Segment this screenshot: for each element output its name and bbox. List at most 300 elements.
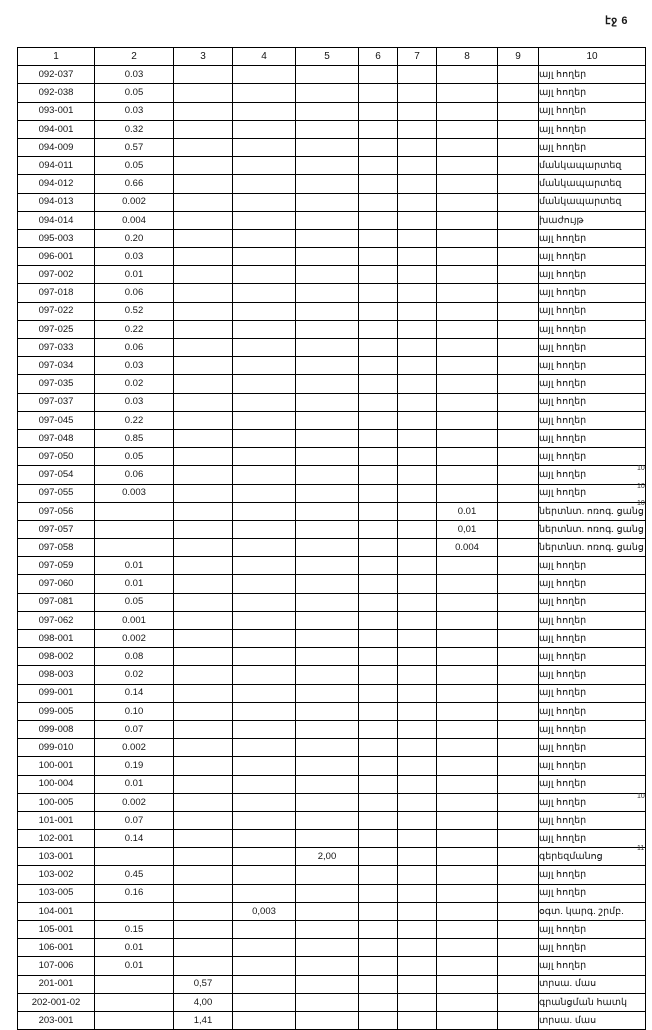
table-row <box>18 993 646 1011</box>
cell-col7 <box>398 902 437 920</box>
margin-note: 10 <box>637 793 645 800</box>
cell-col2: 0.03 <box>95 102 174 120</box>
cell-col6 <box>359 339 398 357</box>
cell-col7 <box>398 411 437 429</box>
cell-col9 <box>498 66 539 84</box>
cell-col6 <box>359 557 398 575</box>
cell-col9 <box>498 193 539 211</box>
cell-col2: 0.01 <box>95 957 174 975</box>
cell-col9 <box>498 284 539 302</box>
cell-col2: 0.52 <box>95 302 174 320</box>
cell-col7 <box>398 193 437 211</box>
table-row <box>18 975 646 993</box>
cell-code: 107-006 <box>18 957 95 975</box>
cell-col6 <box>359 539 398 557</box>
cell-col3 <box>174 229 233 247</box>
cell-col9 <box>498 921 539 939</box>
cell-code: 092-037 <box>18 66 95 84</box>
cell-col8 <box>437 902 498 920</box>
cell-col8 <box>437 175 498 193</box>
cell-col3 <box>174 739 233 757</box>
cell-col7 <box>398 502 437 520</box>
cell-col7 <box>398 884 437 902</box>
cell-col2: 0.08 <box>95 648 174 666</box>
cell-col8 <box>437 248 498 266</box>
cell-col3 <box>174 684 233 702</box>
cell-description: այլ հողեր <box>539 229 646 247</box>
cell-col6 <box>359 175 398 193</box>
cell-col4 <box>233 684 296 702</box>
cell-col6 <box>359 211 398 229</box>
cell-col2: 0.01 <box>95 939 174 957</box>
cell-col5 <box>296 811 359 829</box>
cell-code: 100-001 <box>18 757 95 775</box>
cell-col2: 0.002 <box>95 793 174 811</box>
cell-col2: 0.06 <box>95 339 174 357</box>
cell-col9 <box>498 393 539 411</box>
cell-description: գրանցման հատկ <box>539 993 646 1011</box>
cell-col7 <box>398 648 437 666</box>
cell-col4: 0,003 <box>233 902 296 920</box>
cell-col4 <box>233 757 296 775</box>
cell-description: ներտնտ. ոռոգ. ցանց <box>539 539 646 557</box>
cell-col5 <box>296 175 359 193</box>
cell-col8 <box>437 884 498 902</box>
table-row <box>18 66 646 84</box>
cell-col2: 0.05 <box>95 84 174 102</box>
cell-col9 <box>498 793 539 811</box>
cell-col3 <box>174 302 233 320</box>
land-parcel-table <box>17 47 646 1030</box>
table-row <box>18 720 646 738</box>
cell-code: 098-003 <box>18 666 95 684</box>
cell-description: մանկապարտեզ <box>539 193 646 211</box>
cell-col5 <box>296 502 359 520</box>
table-row <box>18 393 646 411</box>
cell-code: 097-081 <box>18 593 95 611</box>
cell-col8: 0.004 <box>437 539 498 557</box>
cell-col2 <box>95 975 174 993</box>
cell-col7 <box>398 157 437 175</box>
cell-code: 101-001 <box>18 811 95 829</box>
cell-col3 <box>174 393 233 411</box>
cell-col5 <box>296 539 359 557</box>
cell-col4 <box>233 448 296 466</box>
cell-description: այլ հողեր <box>539 102 646 120</box>
cell-description: տրսա. մաս <box>539 1011 646 1029</box>
cell-col3 <box>174 720 233 738</box>
cell-col2: 0.01 <box>95 557 174 575</box>
cell-col5 <box>296 775 359 793</box>
cell-col2: 0.03 <box>95 66 174 84</box>
cell-code: 097-060 <box>18 575 95 593</box>
table-row <box>18 448 646 466</box>
cell-col2: 0.004 <box>95 211 174 229</box>
cell-col3 <box>174 884 233 902</box>
cell-col8 <box>437 339 498 357</box>
cell-col9 <box>498 702 539 720</box>
cell-description: այլ հողեր <box>539 357 646 375</box>
cell-col6 <box>359 702 398 720</box>
cell-col3 <box>174 266 233 284</box>
cell-col7 <box>398 484 437 502</box>
cell-col3 <box>174 557 233 575</box>
cell-col7 <box>398 739 437 757</box>
cell-col4 <box>233 921 296 939</box>
cell-col3 <box>174 757 233 775</box>
cell-col6 <box>359 720 398 738</box>
cell-col8 <box>437 684 498 702</box>
cell-col4 <box>233 975 296 993</box>
cell-col7 <box>398 138 437 156</box>
cell-code: 092-038 <box>18 84 95 102</box>
cell-col3 <box>174 793 233 811</box>
cell-description: այլ հողեր <box>539 339 646 357</box>
margin-note: 10 <box>637 483 645 490</box>
cell-description: այլ հողեր <box>539 484 646 502</box>
cell-description: մանկապարտեզ <box>539 175 646 193</box>
cell-col8 <box>437 775 498 793</box>
cell-description: այլ հողեր <box>539 611 646 629</box>
cell-col7 <box>398 830 437 848</box>
cell-code: 094-001 <box>18 120 95 138</box>
cell-description: այլ հողեր <box>539 138 646 156</box>
cell-description: այլ հողեր <box>539 884 646 902</box>
cell-col4 <box>233 720 296 738</box>
cell-col9 <box>498 339 539 357</box>
cell-col9 <box>498 320 539 338</box>
cell-col7 <box>398 1011 437 1029</box>
cell-col7 <box>398 957 437 975</box>
cell-col3 <box>174 575 233 593</box>
cell-col4 <box>233 211 296 229</box>
cell-col2: 0.06 <box>95 466 174 484</box>
cell-col6 <box>359 775 398 793</box>
cell-col3 <box>174 702 233 720</box>
column-header-5: 5 <box>296 48 359 66</box>
cell-col3 <box>174 630 233 648</box>
cell-col5 <box>296 138 359 156</box>
column-header-6: 6 <box>359 48 398 66</box>
cell-col5 <box>296 102 359 120</box>
cell-col2 <box>95 993 174 1011</box>
cell-col5 <box>296 193 359 211</box>
cell-col2: 0.22 <box>95 411 174 429</box>
cell-code: 098-002 <box>18 648 95 666</box>
cell-code: 100-005 <box>18 793 95 811</box>
cell-col7 <box>398 720 437 738</box>
cell-col7 <box>398 120 437 138</box>
cell-col4 <box>233 339 296 357</box>
cell-col8 <box>437 939 498 957</box>
land-parcel-table-container <box>17 47 644 1030</box>
cell-col9 <box>498 993 539 1011</box>
cell-col6 <box>359 866 398 884</box>
cell-col3 <box>174 666 233 684</box>
cell-col4 <box>233 866 296 884</box>
cell-code: 094-014 <box>18 211 95 229</box>
cell-col8 <box>437 848 498 866</box>
cell-col5 <box>296 157 359 175</box>
cell-col3 <box>174 357 233 375</box>
cell-description: այլ հողեր <box>539 921 646 939</box>
cell-col3 <box>174 866 233 884</box>
cell-col2 <box>95 848 174 866</box>
cell-col3 <box>174 520 233 538</box>
cell-description: այլ հողեր <box>539 684 646 702</box>
cell-description: այլ հողեր <box>539 66 646 84</box>
cell-col5 <box>296 1011 359 1029</box>
cell-col4 <box>233 120 296 138</box>
table-row <box>18 648 646 666</box>
cell-col8 <box>437 229 498 247</box>
table-row <box>18 248 646 266</box>
cell-col6 <box>359 939 398 957</box>
table-row <box>18 739 646 757</box>
table-row <box>18 211 646 229</box>
cell-col8 <box>437 484 498 502</box>
cell-code: 095-003 <box>18 229 95 247</box>
cell-description: այլ հողեր <box>539 702 646 720</box>
table-row <box>18 684 646 702</box>
cell-col6 <box>359 448 398 466</box>
cell-col3 <box>174 66 233 84</box>
cell-col6 <box>359 793 398 811</box>
cell-col6 <box>359 884 398 902</box>
cell-col6 <box>359 902 398 920</box>
cell-col7 <box>398 866 437 884</box>
cell-description: այլ հողեր <box>539 466 646 484</box>
cell-col7 <box>398 339 437 357</box>
cell-col3 <box>174 902 233 920</box>
cell-col4 <box>233 648 296 666</box>
cell-col3 <box>174 138 233 156</box>
cell-code: 100-004 <box>18 775 95 793</box>
cell-col7 <box>398 357 437 375</box>
cell-col4 <box>233 539 296 557</box>
cell-code: 097-033 <box>18 339 95 357</box>
cell-col4 <box>233 157 296 175</box>
cell-col7 <box>398 630 437 648</box>
table-row <box>18 848 646 866</box>
table-row <box>18 793 646 811</box>
cell-col2: 0.66 <box>95 175 174 193</box>
cell-col7 <box>398 666 437 684</box>
cell-col8: 0,01 <box>437 520 498 538</box>
cell-col9 <box>498 138 539 156</box>
cell-description: այլ հողեր <box>539 84 646 102</box>
cell-col2: 0.02 <box>95 666 174 684</box>
cell-code: 097-035 <box>18 375 95 393</box>
cell-col3 <box>174 484 233 502</box>
table-row <box>18 375 646 393</box>
cell-col5 <box>296 575 359 593</box>
cell-col6 <box>359 593 398 611</box>
cell-col6 <box>359 630 398 648</box>
cell-col9 <box>498 429 539 447</box>
cell-col7 <box>398 993 437 1011</box>
cell-col7 <box>398 921 437 939</box>
cell-description: այլ հողեր <box>539 757 646 775</box>
cell-col4 <box>233 175 296 193</box>
cell-col8 <box>437 266 498 284</box>
table-row <box>18 339 646 357</box>
table-row <box>18 939 646 957</box>
cell-col2: 0.02 <box>95 375 174 393</box>
table-row <box>18 520 646 538</box>
cell-col3 <box>174 466 233 484</box>
cell-col2: 0.22 <box>95 320 174 338</box>
table-row <box>18 830 646 848</box>
column-header-2: 2 <box>95 48 174 66</box>
cell-col9 <box>498 811 539 829</box>
cell-description: ներտնտ. ոռոգ. ցանց <box>539 520 646 538</box>
cell-col8 <box>437 793 498 811</box>
cell-col6 <box>359 357 398 375</box>
cell-code: 097-022 <box>18 302 95 320</box>
cell-col7 <box>398 593 437 611</box>
table-row <box>18 175 646 193</box>
cell-col3 <box>174 848 233 866</box>
cell-description: այլ հողեր <box>539 593 646 611</box>
cell-col3 <box>174 502 233 520</box>
cell-col6 <box>359 193 398 211</box>
cell-col4 <box>233 1011 296 1029</box>
cell-code: 097-059 <box>18 557 95 575</box>
column-header-1: 1 <box>18 48 95 66</box>
cell-col3 <box>174 320 233 338</box>
cell-col4 <box>233 557 296 575</box>
cell-col8 <box>437 193 498 211</box>
cell-col7 <box>398 393 437 411</box>
cell-col8: 0.01 <box>437 502 498 520</box>
cell-col7 <box>398 84 437 102</box>
column-header-9: 9 <box>498 48 539 66</box>
cell-col2: 0.003 <box>95 484 174 502</box>
cell-col5 <box>296 248 359 266</box>
cell-description: այլ հողեր <box>539 720 646 738</box>
cell-code: 097-018 <box>18 284 95 302</box>
cell-col9 <box>498 975 539 993</box>
cell-col6 <box>359 102 398 120</box>
cell-code: 097-055 <box>18 484 95 502</box>
table-row <box>18 557 646 575</box>
cell-description: այլ հողեր <box>539 375 646 393</box>
cell-col9 <box>498 630 539 648</box>
cell-description: այլ հողեր <box>539 411 646 429</box>
table-row <box>18 902 646 920</box>
cell-col5 <box>296 448 359 466</box>
table-row <box>18 284 646 302</box>
cell-col7 <box>398 939 437 957</box>
cell-col5 <box>296 557 359 575</box>
table-row <box>18 957 646 975</box>
cell-description: այլ հողեր <box>539 648 646 666</box>
cell-col7 <box>398 302 437 320</box>
cell-description: այլ հողեր <box>539 939 646 957</box>
table-header <box>18 48 646 66</box>
cell-col8 <box>437 611 498 629</box>
cell-col5 <box>296 757 359 775</box>
cell-col9 <box>498 157 539 175</box>
cell-description: այլ հողեր <box>539 575 646 593</box>
cell-col6 <box>359 320 398 338</box>
table-row <box>18 702 646 720</box>
cell-description: գերեզմանոց <box>539 848 646 866</box>
cell-col3 <box>174 921 233 939</box>
cell-col4 <box>233 939 296 957</box>
cell-col5 <box>296 866 359 884</box>
cell-col3 <box>174 175 233 193</box>
cell-code: 098-001 <box>18 630 95 648</box>
cell-col3 <box>174 411 233 429</box>
cell-col7 <box>398 575 437 593</box>
cell-col4 <box>233 138 296 156</box>
cell-col5 <box>296 884 359 902</box>
cell-col9 <box>498 375 539 393</box>
cell-col2: 0.32 <box>95 120 174 138</box>
cell-col7 <box>398 684 437 702</box>
cell-col6 <box>359 120 398 138</box>
table-row <box>18 411 646 429</box>
table-header-row <box>18 48 646 66</box>
cell-col2: 0.07 <box>95 811 174 829</box>
cell-col8 <box>437 830 498 848</box>
cell-col2: 0.03 <box>95 393 174 411</box>
cell-col2: 0.15 <box>95 921 174 939</box>
table-row <box>18 84 646 102</box>
cell-col7 <box>398 975 437 993</box>
cell-col3 <box>174 284 233 302</box>
table-row <box>18 266 646 284</box>
cell-col7 <box>398 248 437 266</box>
cell-description: այլ հողեր <box>539 448 646 466</box>
cell-col2 <box>95 539 174 557</box>
cell-description: այլ հողեր <box>539 739 646 757</box>
cell-col9 <box>498 611 539 629</box>
cell-col4 <box>233 702 296 720</box>
cell-description: այլ հողեր <box>539 393 646 411</box>
cell-description: այլ հողեր <box>539 793 646 811</box>
cell-col2: 0.05 <box>95 157 174 175</box>
cell-col8 <box>437 429 498 447</box>
cell-col9 <box>498 775 539 793</box>
cell-code: 097-048 <box>18 429 95 447</box>
cell-code: 106-001 <box>18 939 95 957</box>
cell-col4 <box>233 102 296 120</box>
cell-col5 <box>296 793 359 811</box>
cell-col4 <box>233 393 296 411</box>
cell-code: 096-001 <box>18 248 95 266</box>
cell-col3 <box>174 375 233 393</box>
cell-col7 <box>398 757 437 775</box>
cell-code: 099-008 <box>18 720 95 738</box>
cell-col9 <box>498 357 539 375</box>
cell-col5 <box>296 120 359 138</box>
cell-col4 <box>233 357 296 375</box>
cell-col7 <box>398 66 437 84</box>
cell-col8 <box>437 357 498 375</box>
cell-col8 <box>437 720 498 738</box>
cell-col2 <box>95 902 174 920</box>
cell-col4 <box>233 193 296 211</box>
table-row <box>18 502 646 520</box>
cell-col6 <box>359 484 398 502</box>
table-row <box>18 811 646 829</box>
cell-col7 <box>398 102 437 120</box>
cell-col9 <box>498 411 539 429</box>
cell-col2: 0.45 <box>95 866 174 884</box>
